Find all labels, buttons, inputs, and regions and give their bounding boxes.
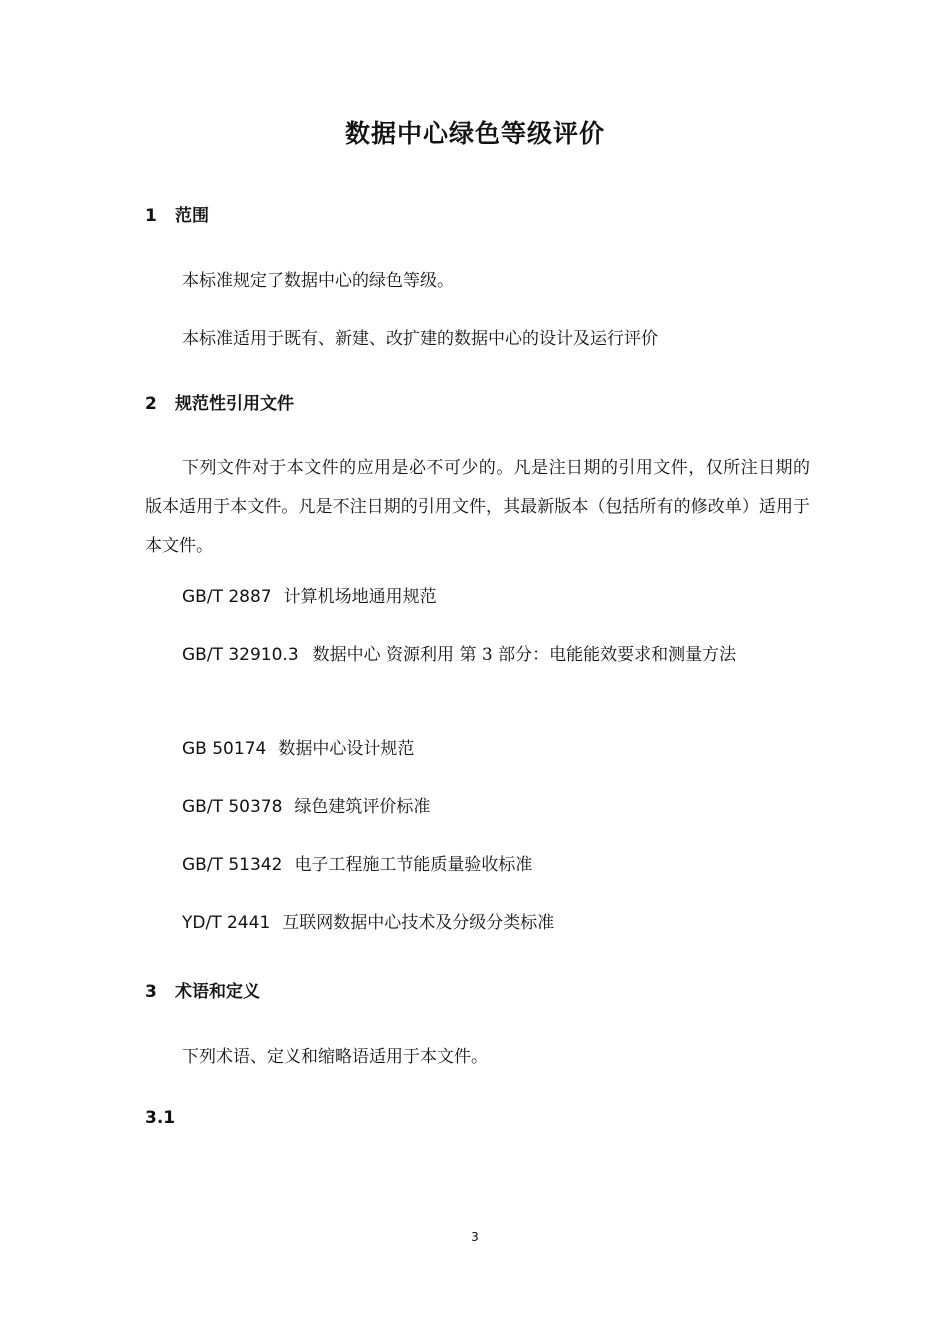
section-number: 2 (145, 394, 157, 414)
section-heading-2 (145, 389, 294, 414)
section-number: 3.1 (145, 1108, 176, 1128)
reference-code: GB/T 51342 (182, 855, 283, 875)
section-number: 1 (145, 206, 157, 226)
reference-title: 互联网数据中心技术及分级分类标准 (282, 913, 555, 933)
reference-code: GB/T 32910.3 (182, 645, 299, 665)
paragraph: 本标准适用于既有、新建、改扩建的数据中心的设计及运行评价 (182, 329, 658, 349)
reference-title: 计算机场地通用规范 (283, 587, 437, 607)
paragraph: 本标准规定了数据中心的绿色等级。 (182, 271, 454, 291)
page-number: 3 (471, 1230, 479, 1244)
paragraph: 下列术语、定义和缩略语适用于本文件。 (182, 1047, 488, 1067)
reference-title: 电子工程施工节能质量验收标准 (294, 855, 533, 875)
reference-code: GB 50174 (182, 739, 267, 759)
reference-title: 绿色建筑评价标准 (294, 797, 431, 817)
section-heading-3 (145, 977, 260, 1002)
reference-code: YD/T 2441 (182, 913, 271, 933)
section-title: 术语和定义 (175, 982, 260, 1002)
reference-item (182, 587, 437, 607)
section-heading-1 (145, 201, 209, 226)
reference-item (182, 739, 414, 759)
reference-code: GB/T 2887 (182, 587, 272, 607)
section-title: 范围 (175, 206, 209, 226)
document-title: 数据中心绿色等级评价 (344, 119, 605, 148)
reference-item (145, 636, 810, 674)
reference-item (182, 913, 554, 933)
reference-code: GB/T 50378 (182, 797, 283, 817)
reference-title: 数据中心 资源利用 第 3 部分：电能能效要求和测量方法 (312, 645, 737, 665)
reference-item (182, 797, 430, 817)
references-intro-paragraph: 下列文件对于本文件的应用是必不可少的。凡是注日期的引用文件，仅所注日期的版本适用于本文件。凡是不注日期的引用文件，其最新版本（包括所有的修改单）适用于本文件。 (145, 458, 810, 556)
section-title: 规范性引用文件 (175, 394, 294, 414)
section-number: 3 (145, 982, 157, 1002)
reference-item (182, 855, 532, 875)
reference-title: 数据中心设计规范 (278, 739, 415, 759)
subsection-heading-3-1 (145, 1108, 175, 1128)
